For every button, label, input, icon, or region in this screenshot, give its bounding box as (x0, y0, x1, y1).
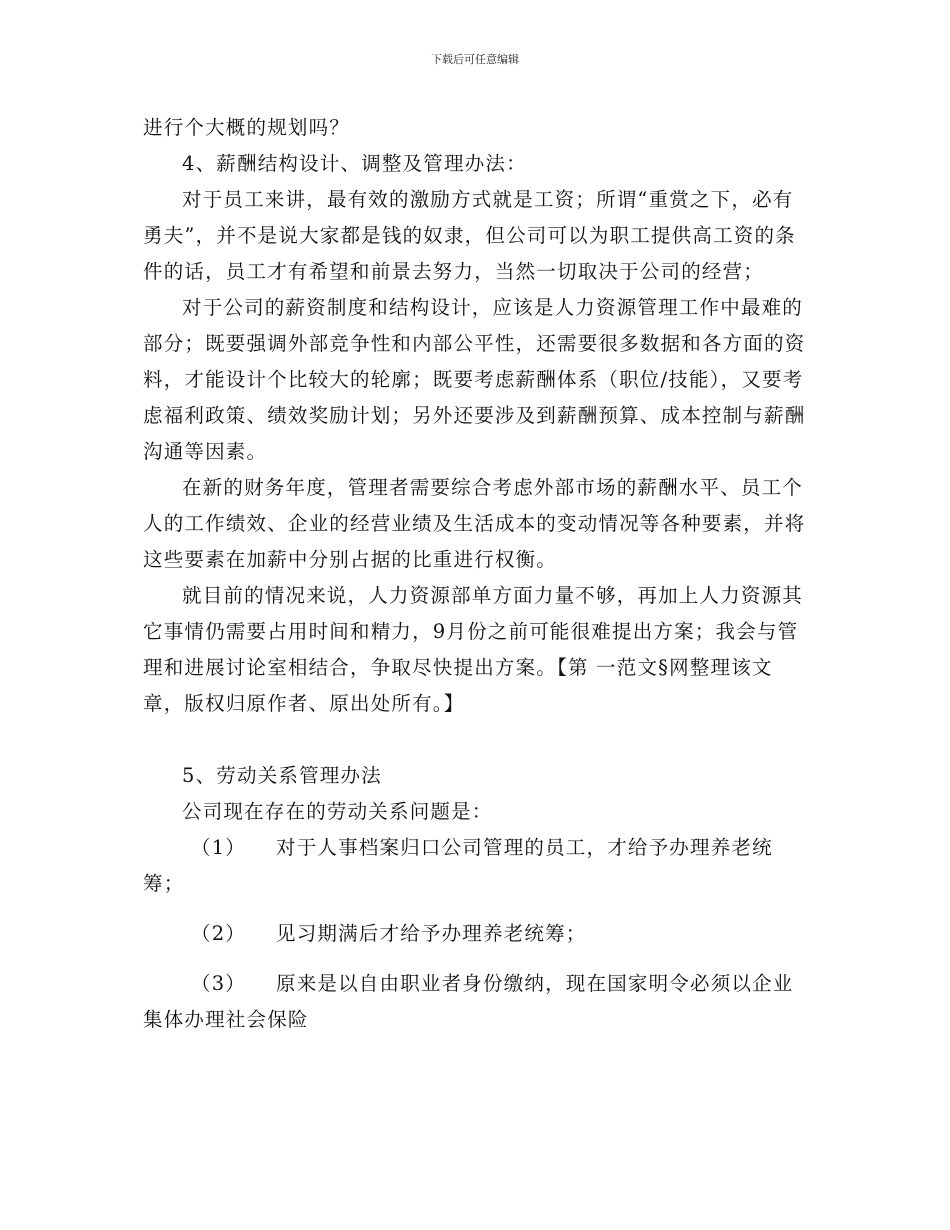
paragraph-fiscal-year: 在新的财务年度，管理者需要综合考虑外部市场的薪酬水平、员工个人的工作绩效、企业的经营业绩及生活成本的变动情况等各种要素，并将这些要素在加薪中分别占据的比重进行权衡。 (143, 476, 806, 571)
list-item-text: 见习期满后才给予办理养老统筹； (276, 922, 587, 945)
paragraph-issues-intro: 公司现在存在的劳动关系问题是： (182, 800, 493, 823)
paragraph-salary-structure: 对于公司的薪资制度和结构设计，应该是人力资源管理工作中最难的部分；既要强调外部竞争性和内部公平性，还需要很多数据和各方面的资料，才能设计个比较大的轮廓；既要考虑薪酬体系（职位/技能），又要考虑福利政策、绩效奖励计划；另外还要涉及到薪酬预算、成本控制与薪酬沟通等因素。 (143, 296, 806, 463)
list-item-number: （3） (191, 972, 247, 995)
document-body (143, 110, 808, 1038)
list-item-number: （2） (191, 922, 247, 945)
list-item-text: 对于人事档案归口公司管理的员工，才给予办理养老统筹； (143, 836, 773, 895)
list-item (143, 830, 808, 902)
list-item (143, 916, 808, 952)
paragraph-continuation: 进行个大概的规划吗？ (143, 116, 351, 139)
paragraph-incentive: 对于员工来讲，最有效的激励方式就是工资；所谓“重赏之下，必有勇夫”，并不是说大家都是钱的奴隶，但公司可以为职工提供高工资的条件的话，员工才有希望和前景去努力，当然一切取决于公司的经营； (143, 188, 796, 283)
paragraph-gap (143, 722, 808, 758)
list-item-text: 原来是以自由职业者身份缴纳，现在国家明令必须以企业集体办理社会保险 (143, 972, 794, 1031)
section-heading-5: 5、劳动关系管理办法 (182, 764, 382, 787)
paragraph-current-situation: 就目前的情况来说，人力资源部单方面力量不够，再加上人力资源其它事情仍需要占用时间和精力，9月份之前可能很难提出方案；我会与管理和进展讨论室相结合，争取尽快提出方案。【第 一范文§网整理该文章，版权归原作者、原出处所有。】 (143, 584, 804, 715)
list-item-number: （1） (191, 836, 247, 859)
page-header: 下载后可任意编辑 (431, 53, 519, 66)
list-item (143, 966, 808, 1038)
section-heading-4: 4、薪酬结构设计、调整及管理办法： (182, 152, 527, 175)
